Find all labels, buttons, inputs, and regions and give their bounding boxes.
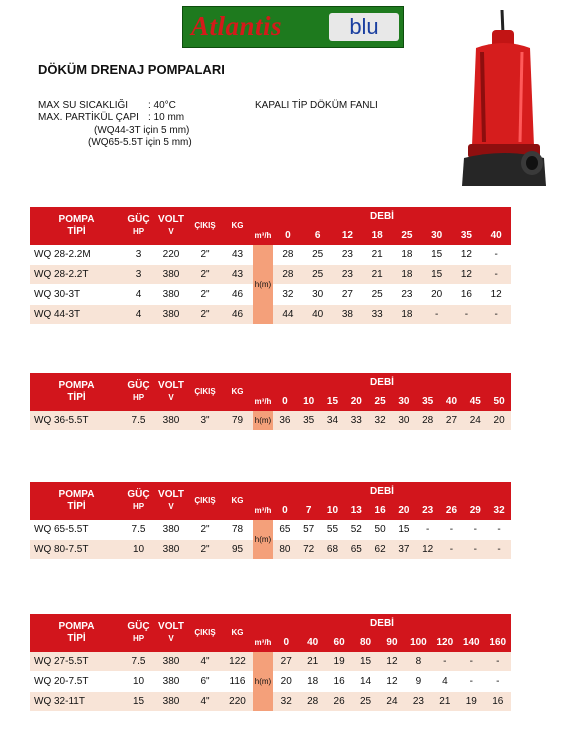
head-value: - [487,540,511,560]
head-value: 21 [362,245,392,265]
power-hp: 7.5 [123,652,154,672]
outlet: 2" [188,540,222,560]
head-value: 25 [303,245,333,265]
flow-unit-label: m³/h [253,501,273,520]
model-name: WQ 44-3T [30,305,123,325]
outlet: 2" [188,520,222,540]
pump-image [454,8,554,190]
header-pompa-tipi: POMPA TİPİ [30,482,123,520]
head-value: - [481,265,511,285]
weight-kg: 220 [222,692,253,712]
logo-brand-text: Atlantis [191,11,283,41]
head-value: 12 [481,285,511,305]
head-value: 20 [487,411,511,431]
spec-temp-label: MAX SU SICAKLIĞI [38,100,129,111]
header-pompa-tipi: POMPA TİPİ [30,614,123,652]
voltage: 380 [154,652,188,672]
head-value: 52 [344,520,368,540]
flow-value: 30 [422,226,452,245]
head-unit-label: h(m) [253,652,273,712]
weight-kg: 78 [222,520,253,540]
head-value: - [416,520,440,540]
flow-value: 32 [487,501,511,520]
flow-value: 6 [303,226,333,245]
header-kg: KG [222,614,253,652]
header-kg: KG [222,482,253,520]
head-value: 36 [273,411,297,431]
head-value: - [458,672,484,692]
head-value: 9 [405,672,431,692]
head-unit-label: h(m) [253,411,273,431]
head-value: 21 [362,265,392,285]
head-value: 18 [299,672,325,692]
head-value: 30 [303,285,333,305]
flow-unit-label: m³/h [253,633,273,652]
pump-table-4 [30,614,511,712]
head-value: - [458,652,484,672]
head-value: 28 [273,265,303,285]
header-cikis: ÇIKIŞ [188,373,222,411]
flow-unit-label: m³/h [253,226,273,245]
head-value: 62 [368,540,392,560]
outlet: 4" [188,692,222,712]
model-name: WQ 28-2.2T [30,265,123,285]
power-hp: 10 [123,672,154,692]
spec-impeller: KAPALI TİP DÖKÜM FANLI [255,100,378,111]
outlet: 6" [188,672,222,692]
flow-value: 40 [481,226,511,245]
flow-value: 23 [416,501,440,520]
weight-kg: 46 [222,305,253,325]
head-value: 28 [416,411,440,431]
weight-kg: 122 [222,652,253,672]
model-name: WQ 28-2.2M [30,245,123,265]
power-hp: 4 [123,305,154,325]
head-value: 12 [416,540,440,560]
header-pompa-tipi: POMPA TİPİ [30,207,123,245]
spec-temp-value: : 40°C [148,100,176,111]
flow-value: 40 [299,633,325,652]
head-value: 25 [303,265,333,285]
flow-value: 15 [321,392,345,411]
flow-value: 18 [362,226,392,245]
head-unit-label: h(m) [253,520,273,560]
head-value: 55 [321,520,345,540]
head-value: 14 [352,672,378,692]
model-name: WQ 27-5.5T [30,652,123,672]
power-hp: 4 [123,285,154,305]
voltage: 380 [154,411,188,431]
flow-value: 50 [487,392,511,411]
head-value: 33 [344,411,368,431]
head-value: 18 [392,265,422,285]
head-value: 34 [321,411,345,431]
brand-logo [182,6,404,48]
flow-unit-label: m³/h [253,392,273,411]
pump-table-2 [30,373,511,431]
table-row [30,652,511,672]
flow-value: 13 [344,501,368,520]
outlet: 2" [188,305,222,325]
weight-kg: 95 [222,540,253,560]
model-name: WQ 36-5.5T [30,411,123,431]
voltage: 380 [154,540,188,560]
flow-value: 45 [463,392,487,411]
flow-value: 25 [392,226,422,245]
table-row [30,245,511,265]
spec-particle-label: MAX. PARTİKÜL ÇAPI [38,112,139,123]
head-value: 27 [273,652,299,672]
model-name: WQ 30-3T [30,285,123,305]
header-guc-hp: GÜÇ HP [123,373,154,411]
head-value: - [422,305,452,325]
head-value: - [452,305,482,325]
head-value: 27 [440,411,464,431]
flow-value: 10 [297,392,321,411]
head-value: 35 [297,411,321,431]
outlet: 2" [188,285,222,305]
head-value: 12 [379,672,405,692]
head-value: 37 [392,540,416,560]
head-value: 21 [299,652,325,672]
power-hp: 10 [123,540,154,560]
flow-value: 7 [297,501,321,520]
head-value: 16 [326,672,352,692]
header-debi: DEBİ [253,207,511,226]
head-value: 28 [299,692,325,712]
head-value: 8 [405,652,431,672]
power-hp: 3 [123,265,154,285]
flow-value: 35 [416,392,440,411]
power-hp: 7.5 [123,411,154,431]
flow-value: 20 [344,392,368,411]
flow-value: 0 [273,501,297,520]
head-value: 40 [303,305,333,325]
flow-value: 0 [273,392,297,411]
head-value: 18 [392,245,422,265]
voltage: 380 [154,672,188,692]
flow-value: 120 [432,633,458,652]
head-value: - [432,652,458,672]
head-value: 21 [432,692,458,712]
head-value: 25 [352,692,378,712]
flow-value: 60 [326,633,352,652]
head-value: 12 [452,245,482,265]
head-value: 23 [392,285,422,305]
header-guc-hp: GÜÇ HP [123,482,154,520]
head-value: 19 [326,652,352,672]
outlet: 4" [188,652,222,672]
head-value: 23 [405,692,431,712]
model-name: WQ 65-5.5T [30,520,123,540]
head-value: - [481,305,511,325]
head-value: - [463,540,487,560]
head-value: - [487,520,511,540]
head-value: 28 [273,245,303,265]
model-name: WQ 20-7.5T [30,672,123,692]
head-value: - [440,520,464,540]
flow-value: 40 [440,392,464,411]
flow-value: 16 [368,501,392,520]
head-value: 15 [422,245,452,265]
flow-value: 0 [273,633,299,652]
header-volt: VOLT V [154,373,188,411]
flow-value: 90 [379,633,405,652]
head-value: 23 [333,245,363,265]
head-value: 15 [352,652,378,672]
flow-value: 0 [273,226,303,245]
flow-value: 10 [321,501,345,520]
header-debi: DEBİ [253,482,511,501]
head-value: - [440,540,464,560]
spec-note-1: (WQ44-3T için 5 mm) [94,125,190,136]
voltage: 380 [154,285,188,305]
outlet: 2" [188,245,222,265]
head-value: 26 [326,692,352,712]
flow-value: 30 [392,392,416,411]
head-value: 19 [458,692,484,712]
head-value: 38 [333,305,363,325]
head-value: 24 [463,411,487,431]
head-value: 72 [297,540,321,560]
head-value: 15 [392,520,416,540]
flow-value: 25 [368,392,392,411]
header-cikis: ÇIKIŞ [188,482,222,520]
head-value: 16 [452,285,482,305]
head-value: 68 [321,540,345,560]
head-value: 16 [485,692,512,712]
head-value: 25 [362,285,392,305]
flow-value: 12 [333,226,363,245]
table-row [30,411,511,431]
weight-kg: 116 [222,672,253,692]
flow-value: 20 [392,501,416,520]
header-volt: VOLT V [154,482,188,520]
voltage: 380 [154,265,188,285]
pump-table-1 [30,207,511,325]
header-guc-hp: GÜÇ HP [123,614,154,652]
weight-kg: 43 [222,245,253,265]
power-hp: 15 [123,692,154,712]
head-value: - [485,672,512,692]
header-debi: DEBİ [253,614,511,633]
voltage: 380 [154,305,188,325]
weight-kg: 79 [222,411,253,431]
head-value: 50 [368,520,392,540]
header-guc-hp: GÜÇ HP [123,207,154,245]
flow-value: 140 [458,633,484,652]
spec-note-2: (WQ65-5.5T için 5 mm) [88,137,192,148]
outlet: 2" [188,265,222,285]
power-hp: 7.5 [123,520,154,540]
head-value: 32 [273,692,299,712]
model-name: WQ 32-11T [30,692,123,712]
head-value: 80 [273,540,297,560]
head-value: 30 [392,411,416,431]
weight-kg: 46 [222,285,253,305]
page-title: DÖKÜM DRENAJ POMPALARI [38,62,225,77]
logo-suffix-badge: blu [329,13,399,41]
head-value: 15 [422,265,452,285]
flow-value: 29 [463,501,487,520]
head-value: 27 [333,285,363,305]
head-value: 57 [297,520,321,540]
head-value: - [463,520,487,540]
flow-value: 80 [352,633,378,652]
power-hp: 3 [123,245,154,265]
header-cikis: ÇIKIŞ [188,207,222,245]
head-value: - [485,652,512,672]
spec-particle-value: : 10 mm [148,112,185,123]
head-value: 65 [273,520,297,540]
voltage: 380 [154,520,188,540]
voltage: 380 [154,692,188,712]
head-value: 65 [344,540,368,560]
header-debi: DEBİ [253,373,511,392]
head-value: 44 [273,305,303,325]
flow-value: 160 [485,633,512,652]
table-row [30,520,511,540]
head-value: 32 [368,411,392,431]
head-value: 4 [432,672,458,692]
flow-value: 100 [405,633,431,652]
header-kg: KG [222,207,253,245]
head-value: 33 [362,305,392,325]
head-value: - [481,245,511,265]
head-value: 24 [379,692,405,712]
head-unit-label: h(m) [253,245,273,325]
head-value: 12 [379,652,405,672]
head-value: 18 [392,305,422,325]
header-volt: VOLT V [154,207,188,245]
head-value: 20 [422,285,452,305]
header-volt: VOLT V [154,614,188,652]
header-kg: KG [222,373,253,411]
head-value: 32 [273,285,303,305]
head-value: 12 [452,265,482,285]
weight-kg: 43 [222,265,253,285]
header-pompa-tipi: POMPA TİPİ [30,373,123,411]
head-value: 23 [333,265,363,285]
header-cikis: ÇIKIŞ [188,614,222,652]
pump-table-3 [30,482,511,560]
model-name: WQ 80-7.5T [30,540,123,560]
head-value: 20 [273,672,299,692]
flow-value: 35 [452,226,482,245]
voltage: 220 [154,245,188,265]
outlet: 3" [188,411,222,431]
flow-value: 26 [440,501,464,520]
